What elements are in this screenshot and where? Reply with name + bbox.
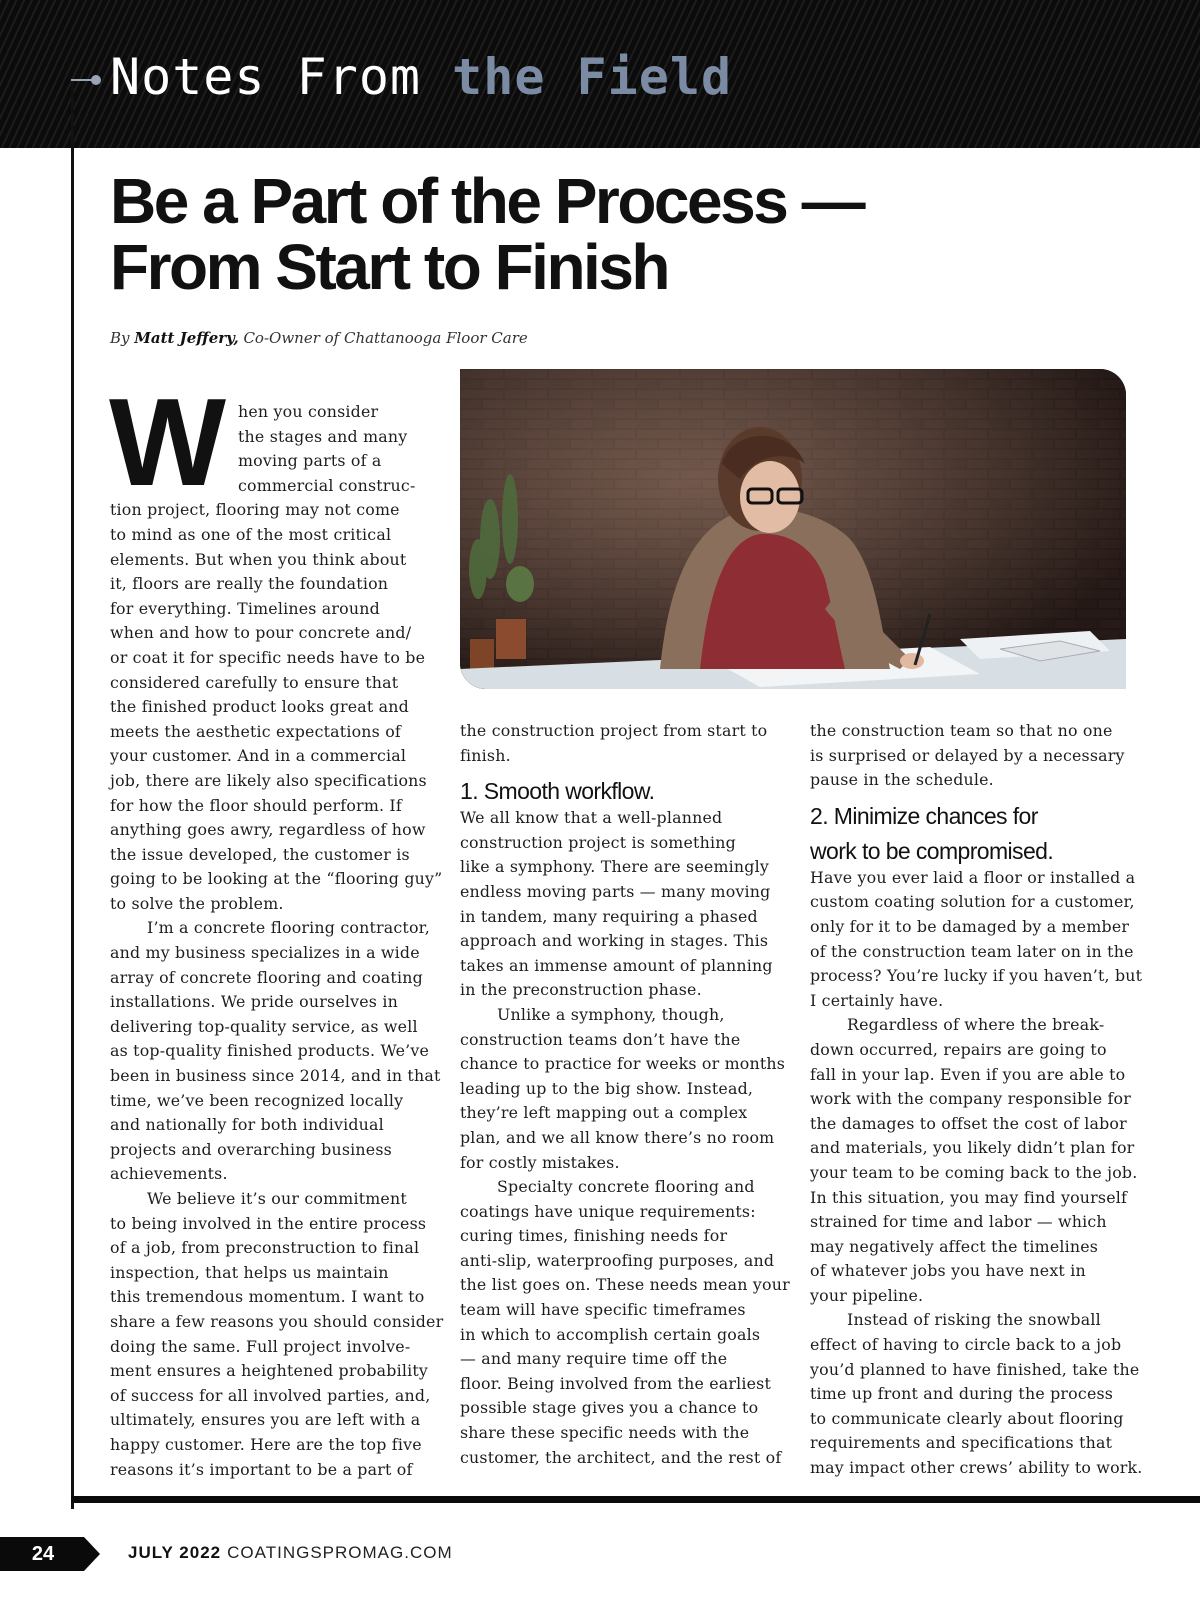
- body-line: ment ensures a heightened probability: [110, 1361, 428, 1381]
- body-line: going to be looking at the “flooring guy”: [110, 869, 443, 889]
- body-line: hen you consider: [238, 402, 379, 421]
- body-line: when and how to pour concrete and/: [110, 623, 412, 643]
- article-headline: [110, 165, 1110, 303]
- body-line: moving parts of a: [238, 451, 382, 471]
- body-line: construction teams don’t have the: [460, 1029, 741, 1049]
- body-line: happy customer. Here are the top five: [110, 1434, 422, 1454]
- body-line: to mind as one of the most critical: [110, 524, 392, 544]
- headline-line-1: Be a Part of the Process —: [110, 165, 864, 237]
- body-line: the damages to offset the cost of labor: [810, 1113, 1127, 1133]
- body-line: for costly mistakes.: [460, 1152, 620, 1172]
- section-title-accent: the Field: [452, 48, 733, 106]
- body-line: share these specific needs with the: [460, 1423, 750, 1443]
- body-line: for everything. Timelines around: [110, 598, 380, 618]
- frame-dot-icon: [91, 75, 101, 85]
- body-line: only for it to be damaged by a member: [810, 916, 1130, 936]
- column-2: [460, 719, 790, 1470]
- body-line: endless moving parts — many moving: [460, 881, 771, 901]
- body-line: in tandem, many requiring a phased: [460, 906, 758, 926]
- body-line: team will have specific timeframes: [460, 1300, 746, 1320]
- frame-connector: [71, 79, 93, 81]
- body-line: — and many require time off the: [460, 1349, 728, 1369]
- body-line: custom coating solution for a customer,: [810, 892, 1135, 912]
- body-line: achievements.: [110, 1164, 228, 1184]
- body-line: time, we’ve been recognized locally: [110, 1090, 404, 1110]
- body-line: in which to accomplish certain goals: [460, 1324, 761, 1344]
- article-photo: [460, 369, 1126, 689]
- footer-site: COATINGSPROMAG.COM: [227, 1543, 453, 1562]
- body-line: customer, the architect, and the rest of: [460, 1447, 782, 1467]
- body-line: and materials, you likely didn’t plan for: [810, 1138, 1135, 1158]
- body-line: effect of having to circle back to a job: [810, 1335, 1122, 1355]
- body-line: to communicate clearly about flooring: [810, 1408, 1124, 1428]
- body-line: chance to practice for weeks or months: [460, 1054, 786, 1074]
- subhead-minimize-chances-line-1: 2. Minimize chances for: [810, 802, 1038, 829]
- body-line: Specialty concrete flooring and: [497, 1177, 755, 1197]
- body-line: tion project, flooring may not come: [110, 500, 400, 520]
- body-line: Unlike a symphony, though,: [497, 1004, 725, 1024]
- body-line: leading up to the big show. Instead,: [460, 1078, 754, 1098]
- column-3: [810, 719, 1143, 1481]
- body-line: time up front and during the process: [810, 1384, 1114, 1404]
- body-line: We all know that a well-planned: [460, 808, 723, 828]
- headline-line-2: From Start to Finish: [110, 231, 668, 303]
- body-line: is surprised or delayed by a necessary: [810, 745, 1125, 765]
- body-line: your team to be coming back to the job.: [810, 1162, 1138, 1182]
- body-line: elements. But when you think about: [110, 549, 407, 569]
- body-line: fall in your lap. Even if you are able to: [810, 1064, 1126, 1084]
- body-line: they’re left mapping out a complex: [460, 1103, 748, 1123]
- body-line: strained for time and labor — which: [810, 1212, 1107, 1232]
- footer-issue-line: [128, 1543, 453, 1563]
- body-line: the construction team so that no one: [810, 721, 1113, 740]
- body-line: We believe it’s our commitment: [147, 1189, 407, 1208]
- body-line: reasons it’s important to be a part of: [110, 1459, 413, 1479]
- body-line: possible stage gives you a chance to: [460, 1398, 759, 1418]
- body-line: and nationally for both individual: [110, 1115, 384, 1135]
- body-line: ultimately, ensures you are left with a: [110, 1410, 421, 1430]
- byline-prefix: By: [110, 329, 135, 347]
- subhead-smooth-workflow: 1. Smooth workflow.: [460, 778, 655, 805]
- body-line: of a job, from preconstruction to final: [110, 1238, 420, 1258]
- body-line: you’d planned to have finished, take the: [810, 1359, 1140, 1379]
- subhead-minimize-chances-line-2: work to be compromised.: [810, 837, 1054, 864]
- body-line: to solve the problem.: [110, 893, 284, 913]
- body-line: job, there are likely also specifications: [110, 770, 427, 790]
- body-line: to being involved in the entire process: [110, 1213, 427, 1233]
- woman-drafting-photo-icon: [460, 369, 1126, 689]
- body-line: I certainly have.: [810, 990, 944, 1010]
- section-title: [110, 48, 733, 106]
- body-line: doing the same. Full project involve-: [110, 1336, 411, 1356]
- body-line: coatings have unique requirements:: [460, 1201, 756, 1221]
- drop-cap: W: [109, 374, 223, 512]
- footer-issue: JULY 2022: [128, 1543, 222, 1562]
- body-line: share a few reasons you should consider: [110, 1311, 444, 1331]
- body-line: Have you ever laid a floor or installed a: [810, 867, 1136, 887]
- body-line: it, floors are really the foundation: [110, 574, 389, 594]
- body-line: I’m a concrete flooring contractor,: [147, 918, 430, 938]
- body-line: curing times, finishing needs for: [460, 1226, 728, 1246]
- body-line: pause in the schedule.: [810, 770, 994, 790]
- body-line: or coat it for specific needs have to be: [110, 647, 426, 667]
- body-line: anti-slip, waterproofing purposes, and: [460, 1250, 775, 1270]
- body-line: process? You’re lucky if you haven’t, but: [810, 966, 1143, 986]
- body-line: delivering top-quality service, as well: [110, 1016, 418, 1036]
- byline-author: Matt Jeffery,: [134, 329, 239, 347]
- body-line: installations. We pride ourselves in: [110, 992, 398, 1012]
- byline-role: Co-Owner of Chattanooga Floor Care: [238, 329, 528, 347]
- body-line: meets the aesthetic expectations of: [110, 721, 401, 741]
- body-line: the finished product looks great and: [110, 697, 409, 717]
- body-line: work with the company responsible for: [810, 1089, 1131, 1109]
- body-line: like a symphony. There are seemingly: [460, 857, 769, 877]
- body-line: plan, and we all know there’s no room: [460, 1127, 775, 1147]
- body-line: projects and overarching business: [110, 1139, 392, 1159]
- body-line: Instead of risking the snowball: [847, 1310, 1101, 1330]
- column-1: [110, 400, 444, 1482]
- byline: [110, 329, 528, 347]
- section-title-plain: Notes From: [110, 48, 453, 106]
- body-line: anything goes awry, regardless of how: [110, 820, 426, 840]
- body-line: as top-quality finished products. We’ve: [110, 1041, 430, 1061]
- body-line: for how the floor should perform. If: [110, 795, 402, 815]
- body-line: construction project is something: [460, 832, 736, 852]
- body-line: considered carefully to ensure that: [110, 672, 399, 692]
- body-line: the issue developed, the customer is: [110, 844, 410, 864]
- body-line: the construction project from start to: [460, 721, 768, 740]
- body-line: of success for all involved parties, and,: [110, 1385, 431, 1405]
- body-line: this tremendous momentum. I want to: [110, 1287, 425, 1307]
- body-line: inspection, that helps us maintain: [110, 1262, 389, 1282]
- body-line: In this situation, you may find yourself: [810, 1187, 1128, 1207]
- body-line: array of concrete flooring and coating: [110, 967, 423, 987]
- body-line: the stages and many: [238, 426, 408, 446]
- body-line: the list goes on. These needs mean your: [460, 1275, 790, 1295]
- body-line: requirements and specifications that: [810, 1433, 1113, 1453]
- body-line: down occurred, repairs are going to: [810, 1039, 1107, 1059]
- body-line: may negatively affect the timelines: [810, 1236, 1099, 1256]
- body-line: commercial construc-: [238, 475, 416, 495]
- body-line: of the construction team later on in the: [810, 941, 1134, 961]
- body-line: takes an immense amount of planning: [460, 955, 773, 975]
- body-line: approach and working in stages. This: [460, 931, 769, 951]
- body-line: in the preconstruction phase.: [460, 980, 702, 1000]
- body-line: your customer. And in a commercial: [110, 746, 407, 766]
- page-number: 24: [31, 1543, 55, 1565]
- body-line: been in business since 2014, and in that: [110, 1066, 441, 1086]
- body-line: floor. Being involved from the earliest: [460, 1373, 772, 1393]
- body-line: your pipeline.: [810, 1285, 924, 1305]
- frame-vertical-rule: [71, 79, 74, 1509]
- footer-rule: [71, 1496, 1200, 1503]
- body-line: of whatever jobs you have next in: [810, 1261, 1086, 1281]
- body-line: Regardless of where the break-: [847, 1015, 1105, 1035]
- body-line: may impact other crews’ ability to work.: [810, 1458, 1143, 1478]
- body-line: and my business specializes in a wide: [110, 943, 420, 963]
- body-line: finish.: [460, 745, 511, 765]
